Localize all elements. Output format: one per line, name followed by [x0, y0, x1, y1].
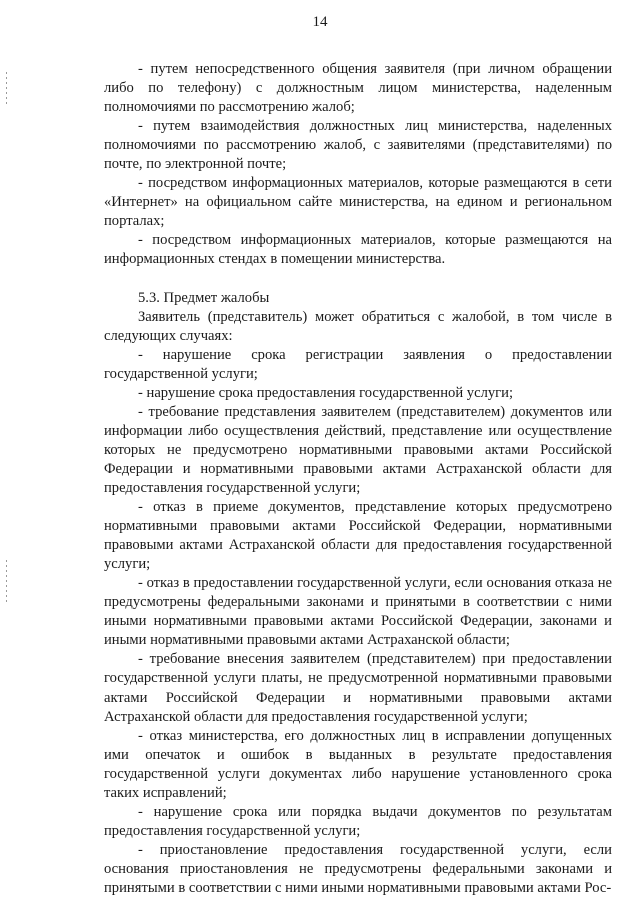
page-number: 14 — [312, 14, 328, 30]
list-item-unlawful-fee: - требование внесения заявителем (представителем) при предоставлении государственной услуги платы, не предусмотренной нормативными правовыми актами Российской Федерации и нормативными правовыми актами Астраханской области для предоставления государственной услуги; — [104, 651, 612, 725]
paragraph-complaint-intro: Заявитель (представитель) может обратиться с жалобой, в том числе в следующих случаях: — [104, 308, 612, 344]
margin-scan-mark — [6, 560, 7, 604]
list-item-excess-documents: - требование представления заявителем (представителем) документов или информации либо осуществления действий, представление или осуществление которых не предусмотрено нормативными правовыми актами Российской Федерации и нормативными правовыми актами Астраханской области для предоставления государственной услуги; — [104, 403, 612, 496]
list-item-issuance-violation: - нарушение срока или порядка выдачи документов по результатам предоставления государственной услуги; — [104, 803, 612, 839]
paragraph-internet-materials: - посредством информационных материалов, которые размещаются в сети «Интернет» на официальном сайте министерства, на едином и региональном порталах; — [104, 175, 612, 230]
list-item-service-deadline: - нарушение срока предоставления государственной услуги; — [138, 384, 514, 401]
paragraph-contact-in-person: - путем непосредственного общения заявителя (при личном обращении либо по телефону) с должностным лицом министерства, наделенным полномочиями по рассмотрению жалоб; — [104, 61, 612, 116]
list-item-document-refusal: - отказ в приеме документов, представление которых предусмотрено нормативными правовыми актами Российской Федерации, нормативными правовыми актами Астраханской области для предоставления государственной услуги; — [104, 499, 612, 573]
list-item-suspension: - приостановление предоставления государственной услуги, если основания приостановления не предусмотрены федеральными законами и принятыми в соответствии с ними иными нормативными правовыми актами Рос- — [104, 841, 612, 896]
list-item-service-refusal: - отказ в предоставлении государственной услуги, если основания отказа не предусмотрены федеральными законами и принятыми в соответствии с ними иными нормативными правовыми актами Российской Федерации, законами и иными нормативными правовыми актами Астраханской области; — [104, 575, 612, 649]
list-item-registration-deadline: - нарушение срока регистрации заявления о предоставлении государственной услуги; — [104, 346, 612, 382]
list-item-correction-refusal: - отказ министерства, его должностных лиц в исправлении допущенных ими опечаток и ошибок в выданных в результате предоставления государственной услуги документах либо нарушение установленного срока таких исправлений; — [104, 727, 612, 801]
section-heading-5-3: 5.3. Предмет жалобы — [138, 289, 270, 306]
margin-scan-mark — [6, 72, 7, 106]
paragraph-contact-by-mail: - путем взаимодействия должностных лиц министерства, наделенных полномочиями по рассмотрению жалоб, с заявителями (представителями) по почте, по электронной почте; — [104, 118, 612, 173]
document-body — [104, 60, 612, 898]
paragraph-info-stands: - посредством информационных материалов, которые размещаются на информационных стендах в помещении министерства. — [104, 232, 612, 268]
